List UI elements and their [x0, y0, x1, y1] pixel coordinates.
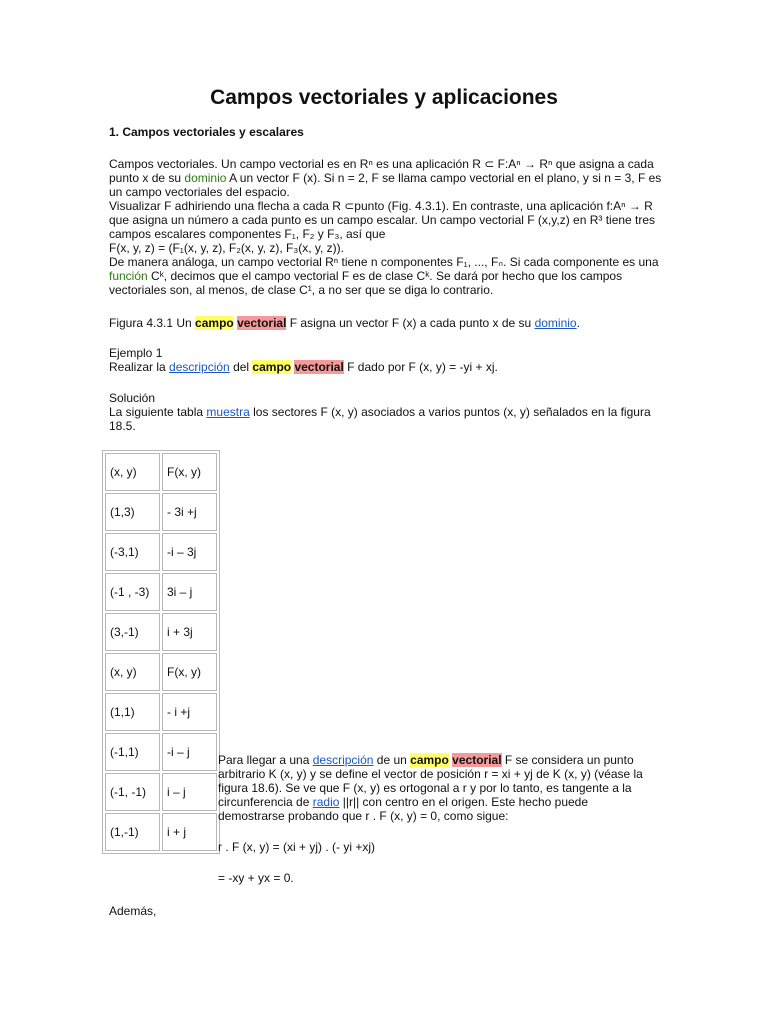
vector-cell: -i – 3j: [162, 533, 217, 571]
vector-cell: 3i – j: [162, 573, 217, 611]
vector-cell: -i – j: [162, 733, 217, 771]
text: de un: [373, 753, 411, 767]
text: F se considera un punto arbitrario K (x, y) y se define el vector de posición r = xi + yj de K (x, y) (véase la figura 18.6). Se ve que F (x, y) es ortogonal a r y por lo tanto, es tangente a la circunferencia de: [218, 753, 643, 809]
point-cell: (-1,1): [105, 733, 160, 771]
text: Visualizar F adhiriendo una flecha a cada R ⊂punto (Fig. 4.3.1). En contraste, una aplicación f:Aⁿ → R que asigna un número a cada punto es un campo escalar. Un campo vectorial F (x,y,z) en R³ tiene tres campos escalares componentes F₁, F₂ y F₃, así que: [109, 199, 656, 241]
text: F(x, y, z) = (F₁(x, y, z), F₂(x, y, z), F₃(x, y, z)).: [109, 241, 345, 255]
highlight-campo: campo: [195, 316, 234, 330]
highlight-campo: campo: [252, 360, 292, 374]
table-row: [105, 653, 217, 691]
link-radio[interactable]: radio: [312, 795, 340, 809]
text: Figura 4.3.1 Un: [109, 316, 196, 330]
equation-result: = -xy + yx = 0.: [218, 871, 294, 885]
link-funcion[interactable]: función: [109, 269, 148, 283]
table-row: [105, 533, 217, 571]
point-cell: (x, y): [105, 653, 160, 691]
link-muestra[interactable]: muestra: [206, 405, 250, 419]
point-cell: (-3,1): [105, 533, 160, 571]
table-row: [105, 813, 217, 851]
text: La siguiente tabla: [109, 405, 207, 419]
text: De manera análoga, un campo vectorial Rⁿ tiene n componentes F₁, ..., Fₙ. Si cada componente es una: [109, 255, 659, 269]
ejemplo-label: Ejemplo 1: [109, 346, 163, 360]
vector-field-table: [102, 450, 220, 854]
highlight-campo: campo: [410, 753, 449, 767]
vector-cell: i – j: [162, 773, 217, 811]
link-descripcion[interactable]: descripción: [312, 753, 374, 767]
equation-dot-product: r . F (x, y) = (xi + yj) . (- yi +xj): [218, 840, 375, 854]
ademas-text: Además,: [109, 904, 157, 918]
text: A un vector F (x). Si n = 2, F se llama campo vectorial en el plano, y si n = 3, F es un campo vectoriales del espacio.: [109, 171, 662, 199]
text: Campos vectoriales. Un campo vectorial es en Rⁿ es una aplicación R ⊂ F:Aⁿ → Rⁿ que asigna a cada punto x de su: [109, 157, 654, 185]
vector-cell: - 3i +j: [162, 493, 217, 531]
ejemplo-1: [109, 346, 664, 374]
paragraph-descripcion: [218, 753, 658, 823]
table-row: [105, 573, 217, 611]
link-dominio[interactable]: dominio: [184, 171, 227, 185]
solucion-label: Solución: [109, 391, 156, 405]
table-row: [105, 613, 217, 651]
text: Cᵏ, decimos que el campo vectorial F es de clase Cᵏ. Se dará por hecho que los campos vectoriales son, al menos, de clase C¹, a no ser que se diga lo contrario.: [109, 269, 623, 297]
figure-caption: [109, 316, 664, 330]
table-row: [105, 733, 217, 771]
vector-cell: i + j: [162, 813, 217, 851]
table-row: [105, 493, 217, 531]
point-cell: (1,1): [105, 693, 160, 731]
text: Para llegar a una: [218, 753, 313, 767]
point-cell: (1,3): [105, 493, 160, 531]
highlight-vectorial: vectorial: [452, 753, 502, 767]
highlight-vectorial: vectorial: [294, 360, 344, 374]
document-title: Campos vectoriales y aplicaciones: [210, 86, 558, 109]
vector-cell: - i +j: [162, 693, 217, 731]
table-row: [105, 773, 217, 811]
table-row: [105, 693, 217, 731]
text: .: [576, 316, 580, 330]
paragraph-campos-vectoriales: [109, 157, 664, 297]
point-cell: (3,-1): [105, 613, 160, 651]
text: F asigna un vector F (x) a cada punto x de su: [286, 316, 535, 330]
point-cell: (-1 , -3): [105, 573, 160, 611]
point-cell: (1,-1): [105, 813, 160, 851]
text: del: [229, 360, 253, 374]
text: F dado por F (x, y) = -yi + xj.: [343, 360, 498, 374]
vector-cell: F(x, y): [162, 453, 217, 491]
text: los sectores F (x, y) asociados a varios puntos (x, y) señalados en la figura 18.5.: [109, 405, 651, 433]
table-row: [105, 453, 217, 491]
point-cell: (-1, -1): [105, 773, 160, 811]
link-descripcion[interactable]: descripción: [169, 360, 230, 374]
text: ||r|| con centro en el origen. Este hecho puede demostrarse probando que r . F (x, y) = 0, como sigue:: [218, 795, 589, 823]
vector-cell: F(x, y): [162, 653, 217, 691]
highlight-vectorial: vectorial: [237, 316, 287, 330]
vector-cell: i + 3j: [162, 613, 217, 651]
solucion: [109, 391, 664, 433]
text: Realizar la: [109, 360, 170, 374]
section-heading: 1. Campos vectoriales y escalares: [109, 125, 304, 139]
link-dominio[interactable]: dominio: [534, 316, 577, 330]
point-cell: (x, y): [105, 453, 160, 491]
